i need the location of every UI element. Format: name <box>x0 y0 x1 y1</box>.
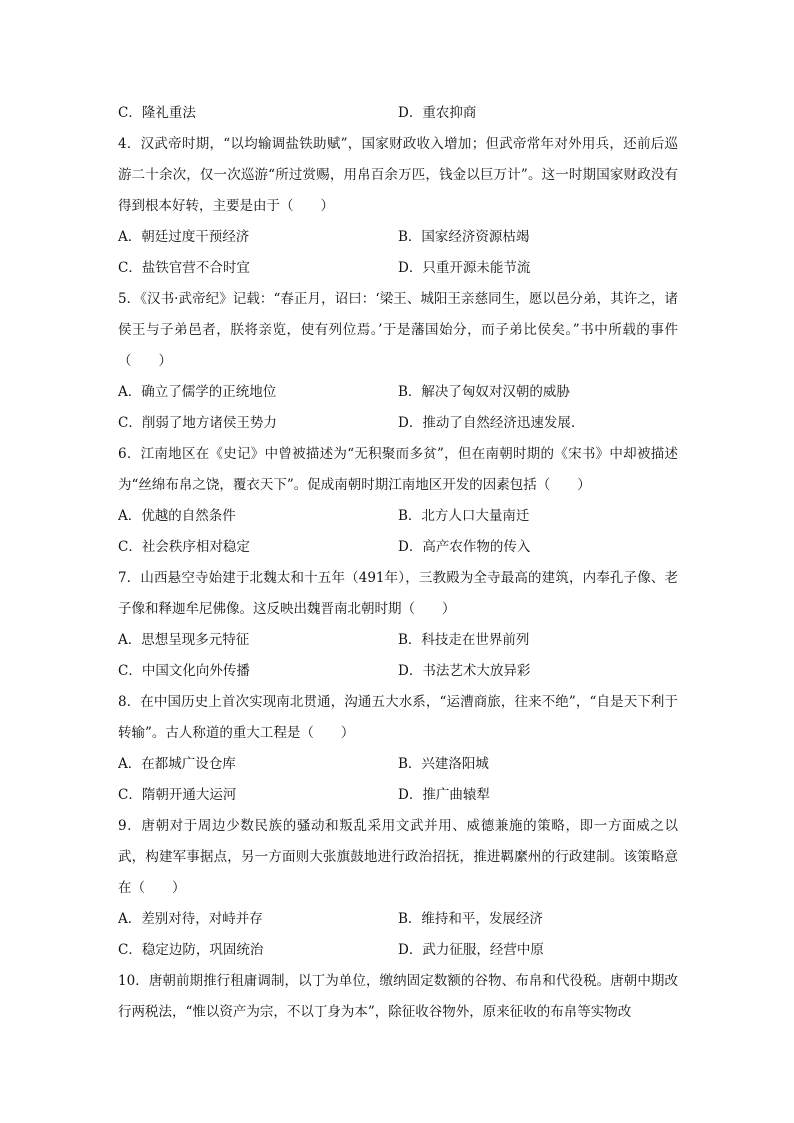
q6-options-cd <box>118 532 678 563</box>
q4-options-cd <box>118 253 678 284</box>
q8-stem: 8．在中国历史上首次实现南北贯通，沟通五大水系，“运漕商旅，往来不绝”，“自是天下利于转输”。古人称道的重大工程是（ ） <box>118 694 678 741</box>
q7-option-c: C．中国文化向外传播 <box>118 663 250 679</box>
q9-option-c: C．稳定边防，巩固统治 <box>118 942 264 958</box>
q8-option-b: B．兴建洛阳城 <box>398 756 489 772</box>
q7-options-cd <box>118 656 678 687</box>
q5-stem: 5．《汉书·武帝纪》记载：“春正月，诏曰：‘梁王、城阳王亲慈同生，愿以邑分弟，其许之，诸侯王与子弟邑者，朕将亲览，使有列位焉。’于是藩国始分，而子弟比侯矣。”书中所载的事件（ ） <box>118 291 678 369</box>
q4-option-b: B．国家经济资源枯竭 <box>398 229 530 245</box>
q7-option-d: D．书法艺术大放异彩 <box>398 663 531 679</box>
q8-option-a: A．在都城广设仓库 <box>118 756 236 772</box>
q8-option-d: D．推广曲辕犁 <box>398 787 490 803</box>
q4-option-a: A．朝廷过度干预经济 <box>118 229 250 245</box>
q6-option-c: C．社会秩序相对稳定 <box>118 539 250 555</box>
q6-option-a: A．优越的自然条件 <box>118 508 236 524</box>
page-content <box>118 98 678 1028</box>
q5-option-a: A．确立了儒学的正统地位 <box>118 384 277 400</box>
q8-options-cd <box>118 780 678 811</box>
q3-option-c: C．隆礼重法 <box>118 105 196 121</box>
q5-option-b: B．解决了匈奴对汉朝的威胁 <box>398 384 570 400</box>
q4-option-c: C．盐铁官营不合时宜 <box>118 260 250 276</box>
q4-options-ab <box>118 222 678 253</box>
q7-options-ab <box>118 625 678 656</box>
q6-option-d: D．高产农作物的传入 <box>398 539 531 555</box>
q9-option-b: B．维持和平，发展经济 <box>398 911 543 927</box>
q9-stem: 9．唐朝对于周边少数民族的骚动和叛乱采用文武并用、威德兼施的策略，即一方面威之以武，构建军事据点，另一方面则大张旗鼓地进行政治招抚，推进羁縻州的行政建制。该策略意在（ ） <box>118 818 678 896</box>
q3-option-d: D．重农抑商 <box>398 105 477 121</box>
q4-stem: 4．汉武帝时期，“以均输调盐铁助赋”，国家财政收入增加；但武帝常年对外用兵，还前后巡游二十余次，仅一次巡游“所过赏赐，用帛百余万匹，钱金以巨万计”。这一时期国家财政没有得到根本好转，主要是由于（ ） <box>118 136 678 214</box>
q7-option-b: B．科技走在世界前列 <box>398 632 530 648</box>
q5-option-c: C．削弱了地方诸侯王势力 <box>118 415 277 431</box>
q8-options-ab <box>118 749 678 780</box>
q6-option-b: B．北方人口大量南迁 <box>398 508 530 524</box>
q9-option-a: A．差别对待，对峙并存 <box>118 911 263 927</box>
q8-option-c: C．隋朝开通大运河 <box>118 787 237 803</box>
q4-option-d: D．只重开源未能节流 <box>398 260 531 276</box>
q5-options-ab <box>118 377 678 408</box>
q5-option-d: D．推动了自然经济迅速发展. <box>398 415 576 431</box>
q9-options-cd <box>118 935 678 966</box>
q6-options-ab <box>118 501 678 532</box>
q7-option-a: A．思想呈现多元特征 <box>118 632 250 648</box>
q10-stem: 10．唐朝前期推行租庸调制，以丁为单位，缴纳固定数额的谷物、布帛和代役税。唐朝中期改行两税法，“惟以资产为宗，不以丁身为本”，除征收谷物外，原来征收的布帛等实物改 <box>118 973 678 1020</box>
q7-stem: 7．山西悬空寺始建于北魏太和十五年（491年），三教殿为全寺最高的建筑，内奉孔子像、老子像和释迦牟尼佛像。这反映出魏晋南北朝时期（ ） <box>118 570 678 617</box>
q9-option-d: D．武力征服，经营中原 <box>398 942 544 958</box>
q6-stem: 6．江南地区在《史记》中曾被描述为“无积聚而多贫”，但在南朝时期的《宋书》中却被描述为“丝绵布帛之饶，覆衣天下”。促成南朝时期江南地区开发的因素包括（ ） <box>118 446 678 493</box>
q5-options-cd <box>118 408 678 439</box>
q3-options-cd <box>118 98 678 129</box>
q9-options-ab <box>118 904 678 935</box>
